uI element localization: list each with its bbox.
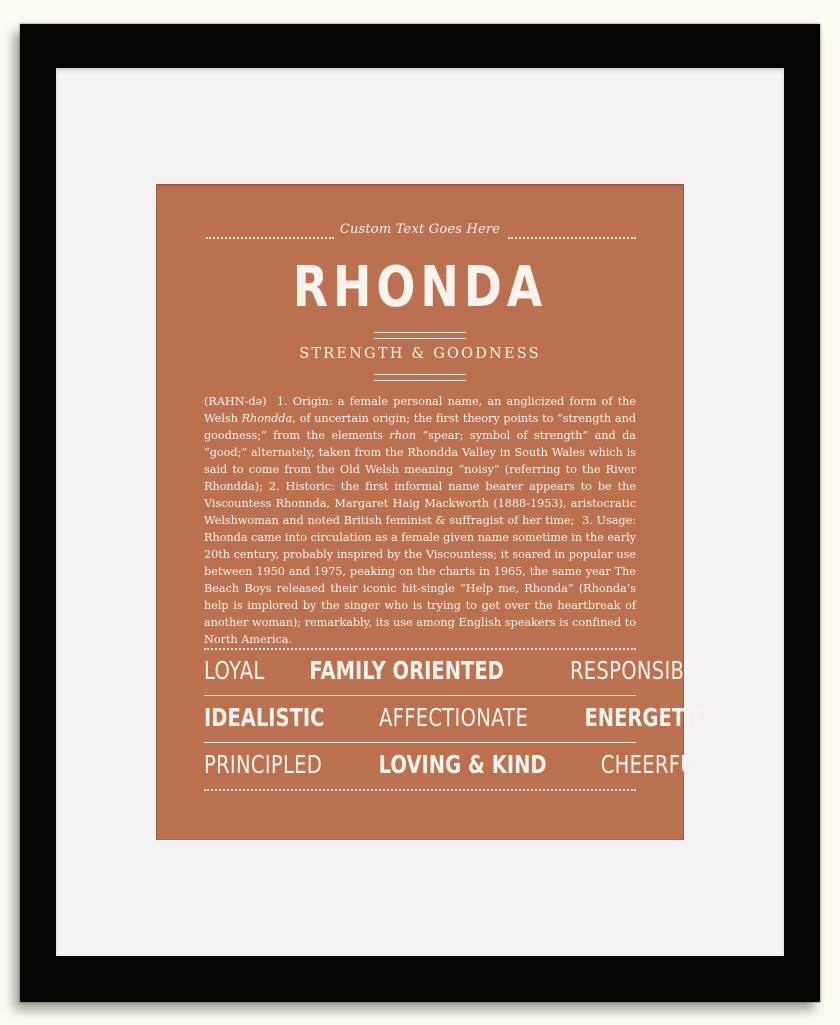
definition-usage: 3. Usage: Rhonda came into circulation as a female given name sometime in the early 20th century, probably inspired by the Viscountess; it soared in popular use between 1950 and 1975, peaking on the charts in 1965, the same year The Beach Boys released their iconic hit-single “Help me, Rhonda” (Rhonda’s help is implored by the singer who is trying to get over the heartbreak of another woman); remarkably, its use among English speakers is confined to North America. (204, 514, 636, 646)
trait-word: LOYAL (204, 656, 265, 685)
definition-historic: 2. Historic: the first informal name bearer appears to be the Viscountess Rhonnda, Margaret Haig Mackworth (1888-1953), aristocratic Welshwoman and noted British feminist & suffragist of her time; (204, 480, 637, 527)
custom-text: Custom Text Goes Here (339, 222, 501, 237)
top-right-dotted-line (508, 237, 636, 239)
meaning-top-rule-2 (374, 338, 466, 339)
definition-origin-italic: Rhondda (241, 412, 293, 425)
definition-origin-c: “spear; symbol of strength” and da “good;” alternately, taken from the Rhondda Valley in South Wales which is said to come from the Old Welsh meaning “noisy” (referring to the River Rhondda); (204, 429, 636, 493)
definition-origin-a: 1. Origin: a female personal name, an anglicized form of the Welsh (204, 395, 636, 425)
traits-row-3 (204, 750, 706, 784)
traits-top-dotted-line (204, 648, 636, 650)
trait-word: AFFECTIONATE (379, 703, 529, 732)
traits-divider-2 (204, 742, 636, 743)
mat-board (56, 68, 784, 956)
trait-word: IDEALISTIC (204, 703, 325, 732)
name-title: RHONDA (292, 255, 548, 320)
traits-divider-1 (204, 695, 636, 696)
trait-word: PRINCIPLED (204, 750, 323, 779)
definition-pronunciation: (RAHN-də) (204, 395, 267, 408)
traits-row-1 (204, 656, 709, 690)
trait-word: LOVING & KIND (379, 750, 548, 779)
name-print (156, 184, 709, 840)
meaning-bottom-rule-2 (374, 380, 466, 381)
top-left-dotted-line (206, 237, 334, 239)
picture-frame (20, 24, 820, 1002)
trait-word: ENERGETIC (584, 703, 707, 732)
trait-word: CHEERFUL (600, 750, 706, 779)
traits-row-2 (204, 703, 707, 737)
definition-origin-b: , of uncertain origin; the first theory points to “strength and goodness;” from the elements (204, 412, 636, 442)
trait-word: FAMILY ORIENTED (309, 656, 504, 685)
definition-origin-italic-2: rhon (389, 429, 416, 442)
trait-word: RESPONSIBLE (569, 656, 709, 685)
meaning-top-rule-1 (374, 332, 466, 333)
meaning-bottom-rule-1 (374, 374, 466, 375)
name-meaning: STRENGTH & GOODNESS (299, 346, 541, 362)
name-definition (204, 393, 636, 648)
traits-bottom-dotted-line (204, 789, 636, 791)
